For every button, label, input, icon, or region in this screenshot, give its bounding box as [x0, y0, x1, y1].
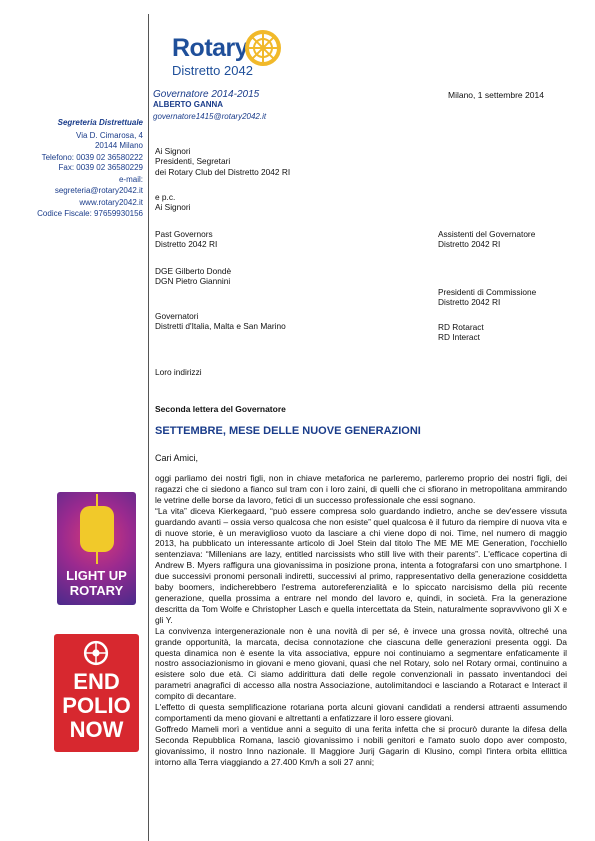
letter-headline: SETTEMBRE, MESE DELLE NUOVE GENERAZIONI: [155, 425, 421, 437]
vertical-divider: [148, 14, 149, 841]
letter-body: [155, 473, 567, 767]
governor-title: Governatore 2014-2015: [153, 89, 260, 100]
paragraph: La convivenza intergenerazionale non è una novità di per sé, è invece una grossa novità, oltreché una grande opportunità, la marcata, decisa connotazione che ciascuna delle generazioni presenta oggi. Da questa dinamica non è esente la vita associativa, eppure noi continuiamo a segmentare enfaticamente il nostro associazionismo in giovani e meno giovani, quasi che nel Rotary, solo nel Rotary ormai, continuino a esistere solo due età. Ci siamo addirittura dati delle regole convenzionali in passato inventandoci dei parametri anagrafici di accesso alla nostra Associazione, autolimitandoci e lasciando a Rotaract e Interact il compito di decantare.: [155, 625, 567, 702]
governor-name: ALBERTO GANNA: [153, 100, 224, 109]
secretariat-website[interactable]: www.rotary2042.it: [79, 198, 143, 207]
secretariat-tax-code: Codice Fiscale: 97659930156: [37, 209, 143, 218]
commission-presidents: Presidenti di Commissione Distretto 2042 RI: [438, 287, 537, 308]
rotary-wheel-icon: [245, 30, 281, 66]
secretariat-line: Via D. Cimarosa, 4: [76, 131, 143, 140]
past-governors: Past Governors Distretto 2042 RI: [155, 229, 218, 250]
letter-date: Milano, 1 settembre 2014: [448, 90, 544, 100]
paragraph: “La vita” diceva Kierkegaard, “può essere compresa solo guardando indietro, anche se dev'essere vissuta guardando avanti – ossia verso qualcosa che non esiste” quel qualcosa è il futuro da riempire di nuova vita e di nuove storie, è un meraviglioso vuoto da lasciare a chi viene dopo di noi. Time, nel numero di maggio 2013, ha pubblicato un interessante articolo di Joel Stein dal titolo The ME ME ME Generation, l'occhiello sentenziava: “Millenians are lazy, entitled narcissists who still live with their parents”. L'efficace copertina di Andrew B. Myers raffigura una giovanissima in posizione prona, intenta a fotografarsi con uno smartphone. I due successivi pronomi personali indiretti, successivi al primo, rappresentativo della generazione cosiddetta baby boomers, indicherebbero l'estrema autoreferenzialità e lo spiccato narcisismo della più recente generazione, quella prossima a entrare nel mondo del lavoro e, quindi, in società. Fra la generazione descritta da Tom Wolfe e Christopher Lasch e quella intercettata da Stein, naturalmente sopravvivono gli X e gli Y.: [155, 505, 567, 625]
letter-label: Seconda lettera del Governatore: [155, 404, 286, 414]
governor-email[interactable]: governatore1415@rotary2042.it: [153, 112, 267, 121]
governors: Governatori Distretti d'Italia, Malta e San Marino: [155, 311, 286, 332]
lantern-icon: [80, 506, 114, 552]
cc-block: e p.c. Ai Signori: [155, 192, 191, 213]
end-polio-now-badge: END POLIO NOW: [54, 634, 139, 752]
dge-dgn: DGE Gilberto Dondè DGN Pietro Giannini: [155, 266, 232, 287]
secretariat-line: 20144 Milano: [94, 141, 143, 150]
secretariat-phone: Telefono: 0039 02 36580222: [41, 153, 143, 162]
secretariat-email[interactable]: segreteria@rotary2042.it: [54, 186, 143, 195]
district-name: Distretto 2042: [172, 63, 253, 78]
light-up-rotary-badge: LIGHT UP ROTARY: [57, 492, 136, 605]
paragraph: Goffredo Mameli morì a ventidue anni a seguito di una ferita infetta che si procurò durante la difesa della Seconda Repubblica Romana, lasciò giovanissimo i nobili genitori e l'amato suolo dopo aver composto, giovanissimo, il nostro Inno nazionale. Il Maggiore Jurij Gagarin di Klusino, compì l'intera orbita ellittica intorno alla Terra viaggiando a 27.400 Km/h a soli 27 anni;: [155, 723, 567, 767]
paragraph: L'effetto di questa semplificazione rotariana porta alcuni giovani candidati a rendersi attraenti assumendo comportamenti da meno giovani e altrettanti a enfatizzare il loro essere giovani.: [155, 702, 567, 723]
secretariat-heading: Segreteria Distrettuale: [57, 118, 143, 127]
rd-recipients: RD Rotaract RD Interact: [438, 322, 484, 343]
rotary-wheel-icon: [83, 640, 109, 666]
paragraph: oggi parliamo dei nostri figli, non in chiave metaforica ne parleremo, parleremo proprio dei nostri figli, dei ragazzi che ci siedono a fianco sul tram con i loro zaini, di quelli che ci sfiorano in metropolitana ammirando le vetrine delle borse da lavoro, fetici di un successo professionale che essi sognano.: [155, 473, 567, 505]
greeting: Cari Amici,: [155, 453, 199, 463]
recipients-block: Ai Signori Presidenti, Segretari dei Rotary Club del Distretto 2042 RI: [155, 146, 291, 177]
rotary-logo-text: Rotary: [172, 34, 249, 62]
secretariat-line: e-mail:: [118, 175, 143, 184]
assistants: Assistenti del Governatore Distretto 2042 RI: [438, 229, 536, 250]
secretariat-fax: Fax: 0039 02 36580229: [58, 163, 143, 172]
addresses-note: Loro indirizzi: [155, 367, 202, 377]
